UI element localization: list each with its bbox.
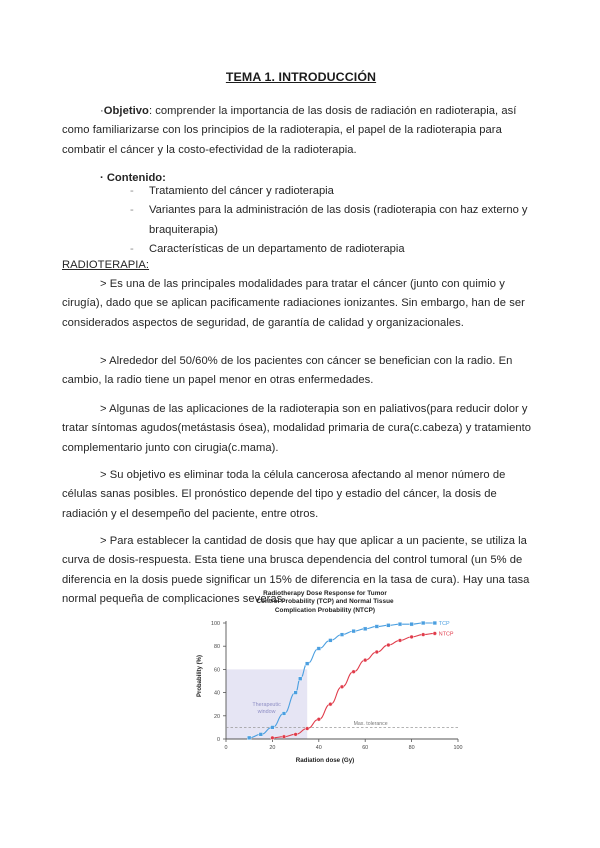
section-heading: RADIOTERAPIA: [62,259,150,271]
chart-y-axis-label: Probability (%) [197,655,204,698]
therapeutic-window-label: Therapeutic [252,702,281,709]
objective-paragraph [62,102,540,160]
chart-plot-area [180,615,470,770]
list-item: - Variantes para la administración de las dosis (radioterapia con haz externo y braquiterapia) [62,201,540,240]
chart-data-point-ntcp [421,633,425,637]
chart-data-point-ntcp [433,632,437,636]
chart-data-point-ntcp [317,718,321,722]
chart-x-axis-label: Radiation dose (Gy) [295,757,355,765]
paragraph-3: > Algunas de las aplicaciones de la radioterapia son en paliativos(para reducir dolor y tratar síntomas agudos(metástasis ósea), modalidad primaria de cura(c.cabeza) y tratamiento complementario junto con cirugia(c.mama). [62,403,532,454]
therapeutic-window-label: window [257,709,276,716]
chart-title [180,588,470,615]
chart-data-point-ntcp [398,639,402,643]
chart-data-point-tcp [259,733,263,737]
max-tolerance-label: Max. tolerance [353,721,388,728]
chart-title-line-2: Control Probability (TCP) and Normal Tissue [256,598,394,606]
objective-text: : comprender la importancia de las dosis de radiación en radioterapia, así como familiarizarse con los principios de la radioterapia, el papel de la radioterapia para combatir el cáncer y la costo-efectividad de la radioterapia. [62,105,517,156]
list-item: - Tratamiento del cáncer y radioterapia [62,182,540,201]
chart-y-tick-label: 40 [214,690,220,697]
chart-x-tick-label: 100 [453,745,463,752]
paragraph-1: > Es una de las principales modalidades para tratar el cáncer (junto con quimio y cirugía), dado que se aplican pacificamente radiaciones ionizantes. Sin embargo, han de ser considerados aspectos de seguridad, de garantía de calidad y organizacionales. [62,278,525,329]
paragraph-4: > Su objetivo es eliminar toda la célula cancerosa afectando al menor número de células sanas posibles. El pronóstico depende del tipo y estadio del cáncer, la dosis de radiación y el desempeño del paciente, entre otros. [62,469,506,520]
chart-data-point-tcp [317,647,321,651]
objective-label: Objetivo [103,105,149,117]
chart-svg [180,615,470,765]
chart-y-tick-label: 100 [211,621,220,628]
chart-data-point-tcp [410,622,414,626]
chart-data-point-ntcp [387,643,391,647]
chart-data-point-ntcp [375,650,379,654]
chart-data-point-tcp [305,662,309,666]
chart-data-point-ntcp [329,703,333,707]
chart-title-line-3: Complication Probability (NTCP) [274,606,376,614]
content-heading: · Contenido: [100,172,166,184]
chart-data-point-ntcp [410,635,414,639]
page-title: TEMA 1. INTRODUCCIÓN [225,70,377,84]
chart-data-point-tcp [298,677,302,681]
chart-data-point-ntcp [352,670,356,674]
chart-x-tick-label: 0 [224,745,228,752]
chart-data-point-tcp [294,691,298,695]
chart-data-point-tcp [352,629,356,633]
chart-y-tick-label: 20 [214,714,220,721]
chart-data-point-tcp [387,624,391,628]
chart-data-point-tcp [271,726,275,730]
page-content-area [62,0,540,848]
chart-data-point-tcp [375,625,379,629]
chart-data-point-ntcp [363,658,367,662]
objective-bullet: · [100,105,104,117]
chart-data-point-ntcp [305,727,309,731]
chart-data-point-tcp [433,621,437,625]
list-item: - Características de un departamento de radioterapia [62,240,540,259]
chart-figure [180,588,470,778]
chart-data-point-tcp [282,712,286,716]
chart-y-tick-label: 60 [214,667,220,674]
chart-data-point-ntcp [271,736,275,740]
chart-data-point-ntcp [294,733,298,737]
chart-data-point-ntcp [282,735,286,739]
chart-data-point-tcp [340,633,344,637]
chart-data-point-tcp [329,639,333,643]
chart-legend-label-ntcp: NTCP [438,631,454,638]
chart-data-point-tcp [398,622,402,626]
chart-y-tick-label: 0 [217,737,220,744]
chart-x-tick-label: 40 [315,745,322,752]
chart-data-point-tcp [247,736,251,740]
paragraph-5: > Para establecer la cantidad de dosis que hay que aplicar a un paciente, se utiliza la curva de dosis-respuesta. Esta tiene una brusca dependencia del control tumoral (un 5% de diferencia en la dosis puede significar un 15% de diferencia en la tasa de cura). Hay una tasa normal pequeña de complicaciones severas. [62,535,530,605]
chart-x-tick-label: 20 [269,745,276,752]
chart-legend-label-tcp: TCP [438,621,450,628]
chart-data-point-tcp [363,627,367,631]
content-list [62,182,540,259]
chart-data-point-tcp [421,621,425,625]
chart-y-tick-label: 80 [214,644,220,651]
chart-x-tick-label: 80 [408,745,415,752]
chart-title-line-1: Radiotherapy Dose Response for Tumor [263,590,387,597]
chart-x-tick-label: 60 [362,745,369,752]
paragraph-2: > Alrededor del 50/60% de los pacientes con cáncer se benefician con la radio. En cambio, la radio tiene un papel menor en otras enfermedades. [62,355,513,387]
chart-data-point-ntcp [340,685,344,689]
